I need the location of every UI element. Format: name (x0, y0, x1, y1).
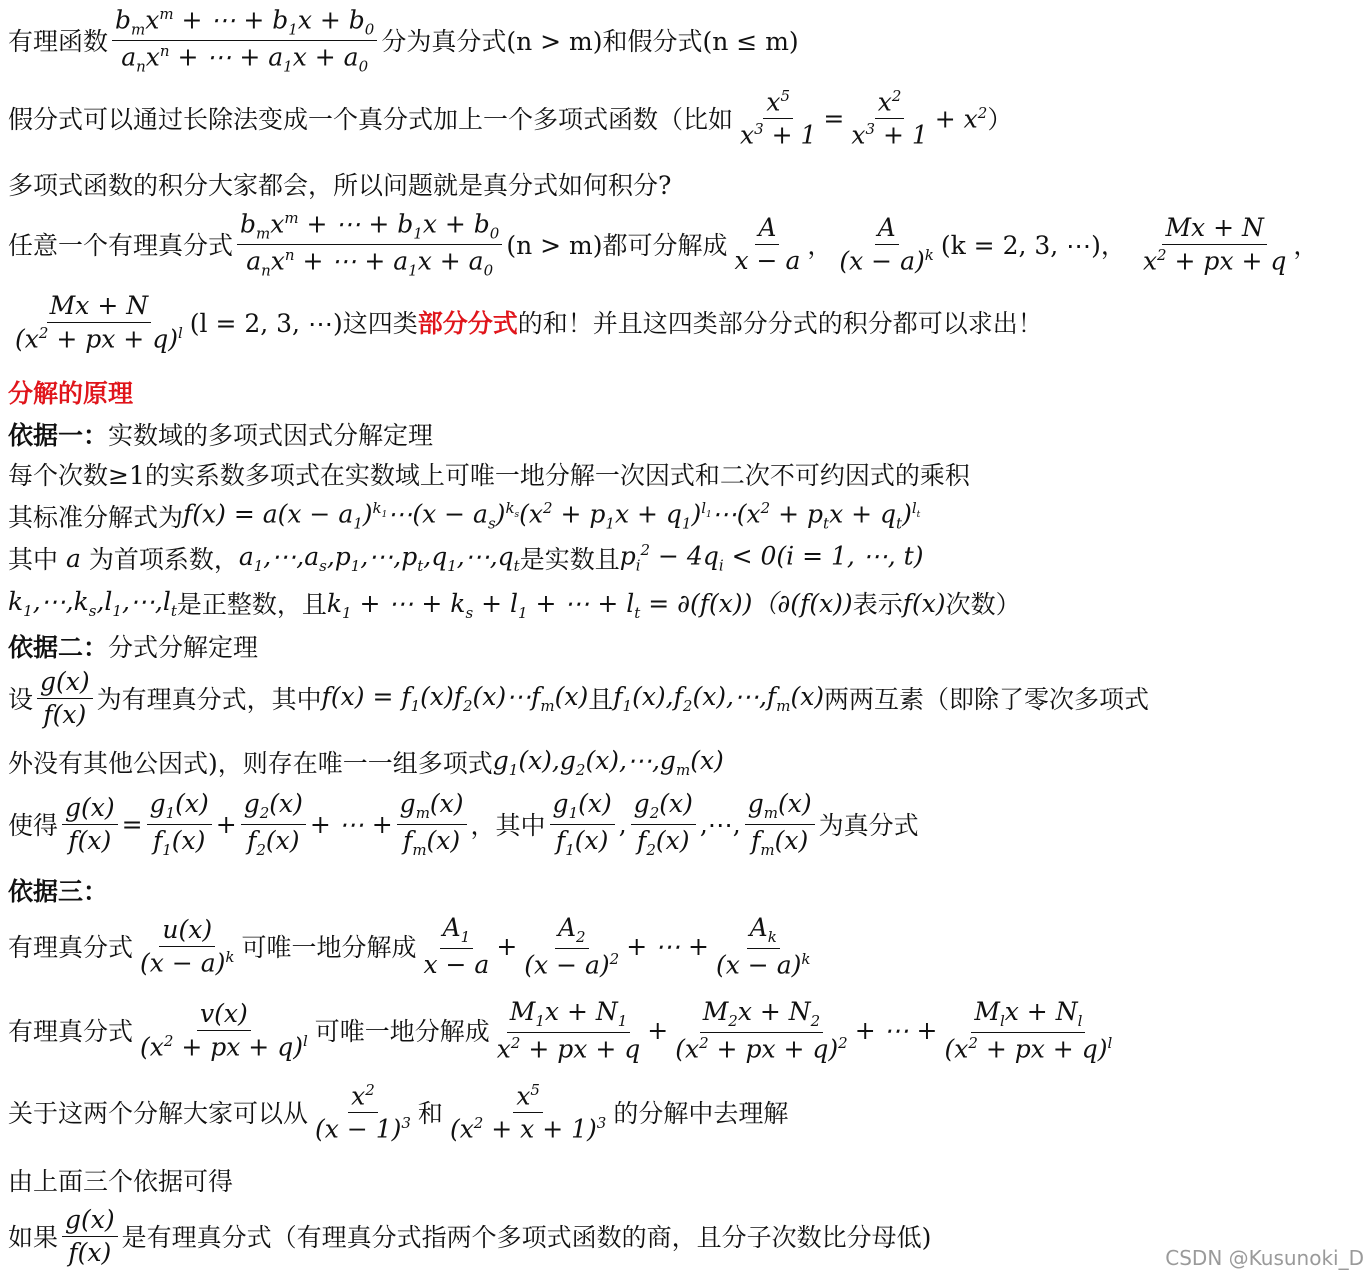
fraction: $\frac{b_mx^m + \cdots + b_1x + b_0}{a_nx^n + \cdots + a_1x + a_0}$ (112, 6, 377, 75)
fraction: $\frac{x^5}{x^3 + 1}$ (740, 87, 817, 150)
fraction: $\frac{g_m(x)}{f_m(x)}$ (397, 790, 467, 858)
line-10: 其中 a 为首项系数， $a_1,\cdots,a_s,p_1,\cdots,p_t,q_1,\cdots,q_t$ 是实数且 $p_i^2 - 4q_i < 0(i = 1$, ⋯, t) (8, 541, 924, 575)
line-9: 其标准分解式为 $f(x) = a(x - a_1)^{k_1}\cdots(x - a_s)^{k_s}(x^2 + p_1x$ + $q_1)^{l_1}\cdots(x^2 + p_tx + q_t)^{l_t}$ (8, 499, 921, 533)
watermark: CSDN @Kusunoki_D (1165, 1246, 1364, 1270)
highlight-text: 部分分式 (417, 309, 518, 339)
fraction: $\frac{Mx + N}{x^2 + px + q}$ (1142, 213, 1287, 275)
text: 的和！并且这四类部分分式的积分都可以求出！ (517, 309, 1043, 339)
fraction: $\frac{g(x)}{f(x)}$ (37, 668, 93, 728)
line-3: 多项式函数的积分大家都会，所以问题就是真分式如何积分? (8, 171, 672, 200)
text: 假分式可以通过长除法变成一个真分式加上一个多项式函数（比如 (8, 105, 734, 135)
text: 任意一个有理真分式 (8, 231, 234, 261)
fraction: $\frac{A_2}{(x - a)^2}$ (524, 913, 620, 979)
fraction: $\frac{g_1(x)}{f_1(x)}$ (550, 790, 615, 858)
text: 设 (8, 685, 34, 714)
fraction: $\frac{v(x)}{(x^2 + px + q)^l}$ (140, 999, 308, 1061)
line-8: 每个次数≥1的实系数多项式在实数域上可唯一地分解一次因式和二次不可约因式的乘积 (8, 461, 970, 490)
line-4 (8, 210, 1318, 279)
line-15: 使得 $\frac{g(x)}{f(x)}$ = $\frac{g_1(x)}{f_1(x)}$ + $\frac{g_2(x)}{f_2(x)}$ + ⋯ + $\frac{g_m(x)}{f_m(x)}$ ，其中 $\frac{g_1(x)}{f_1(x)}$ , $\frac{g_2(x)}{f_2(x)}$ ,⋯, $\frac{g_m(x)}{f_m(x)}$ 为真分式 (8, 789, 919, 859)
label: 依据一： (8, 421, 109, 450)
line-11: $k_1,\cdots,k_s,l_1,\cdots,l_t$ 是正整数，且 $k_1$ + ⋯ + $k_s + l_1$ + ⋯ + $l_t = \partial(f(x))(\partial(f(x))$ 表示 f(x) 次数） (8, 586, 1021, 622)
text: ，其中 (470, 811, 546, 840)
fraction: $\frac{g_1(x)}{f_1(x)}$ (147, 790, 212, 858)
text: 有理函数 (8, 27, 109, 57)
line-2: 假分式可以通过长除法变成一个真分式加上一个多项式函数（比如 $\frac{x^5}{x^3 + 1}$ = $\frac{x^2}{x^3 + 1}$ + $x^2$ ） (8, 87, 1013, 150)
fraction: $\frac{x^2}{x^3 + 1}$ (851, 87, 928, 150)
text: 其标准分解式为 (8, 503, 184, 532)
basis-2 (8, 628, 258, 664)
text: 和 (417, 1099, 443, 1129)
text: 的分解中去理解 (613, 1099, 789, 1129)
text: 可唯一地分解成 (241, 933, 417, 963)
text: 有理真分式 (8, 933, 134, 963)
text: (k = 2, 3, ⋯)， (940, 231, 1126, 261)
line-5 (8, 292, 1043, 352)
basis-1 (8, 416, 433, 452)
line-1 (8, 6, 799, 75)
text: 关于这两个分解大家可以从 (8, 1099, 309, 1129)
fraction: $\frac{g_m(x)}{f_m(x)}$ (745, 790, 815, 858)
text: (l = 2, 3, ⋯)这四类 (189, 309, 418, 339)
text: 分式分解定理 (108, 633, 259, 662)
text: 是有理真分式（有理真分式指两个多项式函数的商，且分子次数比分母低) (121, 1223, 932, 1252)
fraction: $\frac{A_k}{(x - a)^k}$ (716, 913, 811, 979)
fraction: $\frac{A}{(x - a)^k}$ (839, 213, 934, 275)
fraction: $\frac{g_2(x)}{f_2(x)}$ (631, 790, 696, 858)
text: ， (1293, 231, 1319, 261)
text: (n > m)都可分解成 (506, 231, 728, 261)
line-21 (8, 1206, 931, 1266)
text: 且 (588, 685, 614, 714)
text: 次数） (945, 590, 1021, 619)
fraction: $\frac{A_1}{x - a}$ (423, 913, 490, 979)
text: 表示 (852, 590, 903, 619)
line-14: 外没有其他公因式)，则存在唯一一组多项式 $g_1(x),g_2(x),\cdots,g_m(x)$ (8, 745, 724, 779)
text: 是实数且 (519, 545, 620, 574)
text: 使得 (8, 811, 59, 840)
text: 为真分式 (818, 811, 919, 840)
text: 是正整数，且 (176, 590, 327, 619)
fraction: $\frac{g_2(x)}{f_2(x)}$ (241, 790, 306, 858)
text: 分为真分式(n > m)和假分式(n ≤ m) (381, 27, 799, 57)
text: 两两互素（即除了零次多项式 (824, 685, 1150, 714)
line-19 (8, 1082, 788, 1143)
fraction: $\frac{M_lx + N_l}{(x^2 + px + q)^l}$ (944, 997, 1113, 1063)
line-20: 由上面三个依据可得 (8, 1167, 234, 1196)
basis-3: 依据三： (8, 877, 109, 906)
text: 外没有其他公因式)，则存在唯一一组多项式 (8, 749, 493, 778)
text: 其中 (8, 545, 59, 574)
text: 有理真分式 (8, 1017, 134, 1047)
text: 可唯一地分解成 (314, 1017, 490, 1047)
line-13: 设 $\frac{g(x)}{f(x)}$ 为有理真分式，其中 $f(x) = f_1(x)f_2(x)\cdots f_m(x)$ 且 $f_1(x),f_2(x),\cdots,f_m(x)$ 两两互素（即除了零次多项式 (8, 667, 1150, 729)
fraction: $\frac{b_mx^m + \cdots + b_1x + b_0}{a_nx^n + \cdots + a_1x + a_0}$ (237, 210, 502, 279)
text: 为有理真分式，其中 (96, 685, 322, 714)
fraction: $\frac{x^2}{(x - 1)^3}$ (315, 1081, 411, 1144)
section-heading: 分解的原理 (8, 379, 134, 408)
text: 为首项系数， (88, 545, 239, 574)
line-18: 有理真分式 $\frac{v(x)}{(x^2 + px + q)^l}$ 可唯一地分解成 $\frac{M_1x + N_1}{x^2 + px + q}$ + $\frac{M_2x + N_2}{(x^2 + px + q)^2}$ + ⋯ + $\frac{M_lx + N_l}{(x^2 + px + q)^l}$ (8, 998, 1119, 1062)
fraction: $\frac{A}{x - a}$ (734, 213, 801, 275)
fraction: $\frac{g(x)}{f(x)}$ (62, 1206, 118, 1266)
line-17: 有理真分式 $\frac{u(x)}{(x - a)^k}$ 可唯一地分解成 $\frac{A_1}{x - a}$ + $\frac{A_2}{(x - a)^2}$ + ⋯ + $\frac{A_k}{(x - a)^k}$ (8, 914, 817, 978)
fraction: $\frac{u(x)}{(x - a)^k}$ (140, 915, 235, 977)
label: 依据二： (8, 633, 109, 662)
text: ） (987, 105, 1013, 135)
text: 实数域的多项式因式分解定理 (108, 421, 434, 450)
text: 如果 (8, 1223, 59, 1252)
fraction: $\frac{M_2x + N_2}{(x^2 + px + q)^2}$ (675, 997, 848, 1063)
fraction: $\frac{g(x)}{f(x)}$ (62, 794, 118, 854)
fraction: $\frac{M_1x + N_1}{x^2 + px + q}$ (496, 997, 641, 1063)
fraction: $\frac{Mx + N}{(x^2 + px + q)^l}$ (15, 291, 183, 353)
fraction: $\frac{x^5}{(x^2 + x + 1)^3}$ (449, 1081, 607, 1144)
text: ， (807, 231, 833, 261)
